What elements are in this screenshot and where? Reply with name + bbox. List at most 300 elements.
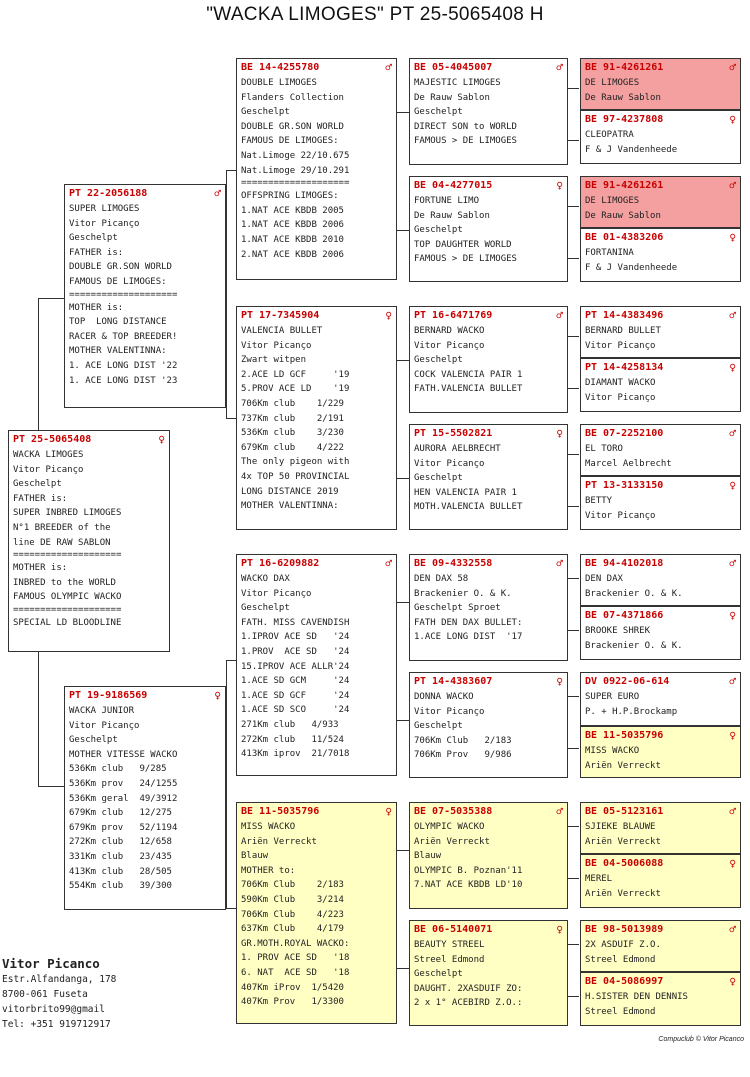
connector-line — [397, 478, 409, 479]
pigeon-card-sire-dam[interactable] — [236, 306, 397, 530]
female-symbol-icon: ♀ — [556, 179, 563, 192]
pigeon-header — [585, 805, 736, 819]
pigeon-info-line: Brackenier O. & K. — [585, 640, 683, 651]
owner-address: Estr.Alfandanga, 178 — [2, 974, 117, 985]
ring-number: BE 11-5035796 — [241, 806, 320, 817]
pigeon-info-line: MOTHER VITESSE WACKO — [69, 749, 178, 760]
separator-line: ==================== — [13, 604, 122, 615]
pigeon-info-line: WACKA LIMOGES — [13, 450, 84, 460]
male-symbol-icon: ♂ — [729, 805, 736, 818]
pigeon-info-line: BERNARD BULLET — [585, 326, 661, 336]
pigeon-info-line: FATHER is: — [13, 493, 68, 504]
connector-line — [568, 696, 579, 697]
connector-line — [568, 826, 579, 827]
ring-number: PT 22-2056188 — [69, 188, 148, 199]
pigeon-card-ggp-5[interactable] — [409, 554, 568, 661]
pigeon-info-line: DIRECT SON to WORLD — [414, 121, 517, 132]
pigeon-info-line: 1.NAT ACE KBDB 2006 — [241, 220, 344, 231]
ring-number: BE 07-2252100 — [585, 428, 664, 439]
pigeon-info-line: COCK VALENCIA PAIR 1 — [414, 369, 523, 380]
pigeon-info-line: H.SISTER DEN DENNIS — [585, 992, 688, 1002]
pigeon-info-line: 706Km Prov 9/986 — [414, 750, 512, 761]
connector-line — [397, 602, 409, 603]
pigeon-header — [585, 179, 736, 193]
pigeon-info-line: MOTH.VALENCIA BULLET — [414, 502, 523, 513]
pigeon-header — [585, 609, 736, 623]
connector-line — [397, 360, 409, 361]
connector-line — [568, 388, 579, 389]
owner-info — [2, 956, 116, 1032]
pigeon-info-line: MISS WACKO — [241, 822, 296, 832]
pigeon-info-line: Ariën Verreckt — [585, 888, 661, 899]
pigeon-info-line: 1.PROV ACE SD '24 — [241, 646, 350, 657]
pigeon-info-line: 331Km club 23/435 — [69, 851, 172, 862]
male-symbol-icon: ♂ — [556, 805, 563, 818]
connector-line — [568, 506, 579, 507]
pigeon-header — [241, 61, 392, 75]
pigeon-info-line: Vitor Picanço — [414, 458, 485, 469]
pigeon-info-line: 6. NAT ACE SD '18 — [241, 967, 350, 978]
ring-number: BE 97-4237808 — [585, 114, 664, 125]
male-symbol-icon: ♂ — [556, 61, 563, 74]
male-symbol-icon: ♂ — [729, 923, 736, 936]
pigeon-info-line: 706Km Club 2/183 — [414, 735, 512, 746]
pigeon-card-mother[interactable] — [64, 686, 226, 910]
pigeon-info-line: Vitor Picanço — [13, 464, 84, 475]
ring-number: PT 15-5502821 — [414, 428, 493, 439]
pigeon-info-line: P. + H.P.Brockamp — [585, 706, 678, 717]
pigeon-info-line: Nat.Limoge 29/10.291 — [241, 165, 350, 176]
pigeon-info-line: F & J Vandenheede — [585, 262, 678, 273]
ring-number: BE 06-5140071 — [414, 924, 493, 935]
pigeon-header — [585, 427, 736, 441]
pigeon-card-gggp-12[interactable] — [580, 726, 741, 778]
pigeon-info-line: SUPER LIMOGES — [69, 204, 140, 214]
female-symbol-icon: ♀ — [385, 805, 392, 818]
pigeon-info-line: 272Km club 11/524 — [241, 734, 344, 745]
ring-number: PT 14-4258134 — [585, 362, 664, 373]
connector-line — [397, 112, 409, 113]
pigeon-info-line: DEN DAX — [585, 574, 623, 584]
male-symbol-icon: ♂ — [729, 309, 736, 322]
female-symbol-icon: ♀ — [729, 609, 736, 622]
pigeon-info-line: MAJESTIC LIMOGES — [414, 78, 501, 88]
pigeon-card-gggp-8[interactable] — [580, 476, 741, 530]
ring-number: BE 94-4102018 — [585, 558, 664, 569]
pigeon-info-line: DIAMANT WACKO — [585, 378, 656, 388]
separator-line: ==================== — [241, 178, 350, 189]
pigeon-info-line: FATH.VALENCIA BULLET — [414, 384, 523, 395]
pigeon-info-line: BEAUTY STREEL — [414, 940, 485, 950]
pigeon-info-line: Geschelpt — [414, 107, 463, 118]
pigeon-info-line: FAMOUS > DE LIMOGES — [414, 254, 517, 265]
pigeon-header — [585, 479, 736, 493]
ring-number: BE 07-5035388 — [414, 806, 493, 817]
pigeon-info-line: 2 x 1° ACEBIRD Z.O.: — [414, 998, 523, 1009]
pigeon-card-gggp-9[interactable] — [580, 554, 741, 606]
pigeon-info-line: Vitor Picanço — [69, 218, 140, 229]
ring-number: PT 14-4383496 — [585, 310, 664, 321]
pigeon-info-line: 706Km club 1/229 — [241, 398, 344, 409]
pigeon-info-line: Zwart witpen — [241, 355, 307, 366]
pigeon-info-line: MOTHER is: — [69, 302, 124, 313]
pigeon-info-line: De Rauw Sablon — [585, 210, 661, 221]
connector-line — [568, 944, 579, 945]
pigeon-header — [585, 309, 736, 323]
connector-line — [568, 878, 579, 879]
pigeon-header — [585, 113, 736, 127]
ring-number: PT 19-9186569 — [69, 690, 148, 701]
pigeon-info-line: DE LIMOGES — [585, 196, 640, 206]
ring-number: BE 05-4045007 — [414, 62, 493, 73]
ring-number: BE 91-4261261 — [585, 62, 664, 73]
ring-number: PT 16-6209882 — [241, 558, 320, 569]
pigeon-info-line: GR.MOTH.ROYAL WACKO: — [241, 938, 350, 949]
male-symbol-icon: ♂ — [729, 179, 736, 192]
owner-name: Vitor Picanco — [2, 956, 100, 971]
pigeon-info-line: Streel Edmond — [585, 1006, 656, 1017]
pigeon-info-line: BETTY — [585, 496, 613, 506]
male-symbol-icon: ♂ — [556, 557, 563, 570]
pigeon-card-dam-dam[interactable] — [236, 802, 397, 1024]
pigeon-info-line: FAMOUS > DE LIMOGES — [414, 136, 517, 147]
pigeon-header — [585, 557, 736, 571]
pigeon-info-line: Ariën Verreckt — [585, 760, 661, 771]
pigeon-card-ggp-2[interactable] — [409, 176, 568, 282]
female-symbol-icon: ♀ — [729, 857, 736, 870]
pigeon-info-line: 1. ACE LONG DIST '23 — [69, 375, 178, 386]
pigeon-info-line: Ariën Verreckt — [585, 836, 661, 847]
ring-number: BE 04-5006088 — [585, 858, 664, 869]
pigeon-header — [414, 805, 563, 819]
pigeon-info-line: FATH. MISS CAVENDISH — [241, 617, 350, 628]
pigeon-header — [414, 923, 563, 937]
pigeon-info-line: DONNA WACKO — [414, 692, 474, 702]
connector-line — [568, 336, 579, 337]
pigeon-card-ggp-6[interactable] — [409, 672, 568, 778]
pigeon-card-gggp-4[interactable] — [580, 228, 741, 282]
female-symbol-icon: ♀ — [729, 479, 736, 492]
pigeon-info-line: HEN VALENCIA PAIR 1 — [414, 487, 517, 498]
pigeon-info-line: 1. ACE LONG DIST '22 — [69, 360, 178, 371]
ring-number: BE 04-5086997 — [585, 976, 664, 987]
ring-number: BE 04-4277015 — [414, 180, 493, 191]
connector-line — [568, 996, 579, 997]
ring-number: DV 0922-06-614 — [585, 676, 670, 687]
pigeon-info-line: FAMOUS OLYMPIC WACKO — [13, 592, 122, 603]
pigeon-header — [585, 975, 736, 989]
pigeon-card-gggp-14[interactable] — [580, 854, 741, 908]
connector-line — [397, 720, 409, 721]
connector-line — [226, 908, 236, 909]
pigeon-header — [69, 187, 221, 201]
pigeon-info-line: INBRED to the WORLD — [13, 577, 116, 588]
pigeon-header — [414, 309, 563, 323]
pigeon-info-line: Brackenier O. & K. — [414, 588, 512, 599]
connector-line — [568, 140, 579, 141]
pigeon-info-line: Streel Edmond — [585, 954, 656, 965]
pigeon-info-line: DOUBLE GR.SON WORLD — [69, 262, 172, 273]
pigeon-info-line: 706Km Club 4/223 — [241, 909, 344, 920]
pigeon-card-gggp-13[interactable] — [580, 802, 741, 854]
pigeon-info-line: BROOKE SHREK — [585, 626, 651, 636]
pigeon-info-line: MOTHER to: — [241, 865, 296, 876]
pigeon-card-gggp-16[interactable] — [580, 972, 741, 1026]
pigeon-info-line: Geschelpt — [13, 479, 62, 490]
pigeon-info-line: Ariën Verreckt — [241, 836, 317, 847]
pigeon-card-gggp-15[interactable] — [580, 920, 741, 972]
pedigree-title: "WACKA LIMOGES" PT 25-5065408 H — [206, 4, 544, 25]
pigeon-info-line: Ariën Verreckt — [414, 836, 490, 847]
pigeon-header — [69, 689, 221, 703]
connector-line — [226, 660, 236, 661]
female-symbol-icon: ♀ — [729, 113, 736, 126]
pigeon-info-line: 5.PROV ACE LD '19 — [241, 384, 350, 395]
separator-line: ==================== — [69, 289, 178, 300]
pigeon-info-line: SJIEKE BLAUWE — [585, 822, 656, 832]
pigeon-info-line: Geschelpt — [414, 473, 463, 484]
pigeon-info-line: DOUBLE GR.SON WORLD — [241, 121, 344, 132]
pigeon-info-line: Geschelpt — [241, 603, 290, 614]
pigeon-info-line: RACER & TOP BREEDER! — [69, 331, 178, 342]
pigeon-info-line: BERNARD WACKO — [414, 326, 485, 336]
pigeon-info-line: De Rauw Sablon — [414, 92, 490, 103]
pigeon-info-line: EL TORO — [585, 444, 623, 454]
male-symbol-icon: ♂ — [729, 61, 736, 74]
pigeon-card-father[interactable] — [64, 184, 226, 408]
pigeon-info-line: CLEOPATRA — [585, 130, 634, 140]
pigeon-info-line: line DE RAW SABLON — [13, 537, 111, 548]
pigeon-header — [241, 557, 392, 571]
connector-line — [38, 298, 39, 432]
connector-line — [568, 578, 579, 579]
pigeon-card-ggp-3[interactable] — [409, 306, 568, 413]
pigeon-info-line: 271Km club 4/933 — [241, 719, 339, 730]
pigeon-info-line: Geschelpt — [414, 225, 463, 236]
pigeon-header — [414, 179, 563, 193]
male-symbol-icon: ♂ — [214, 187, 221, 200]
pigeon-info-line: Vitor Picanço — [414, 706, 485, 717]
ring-number: PT 14-4383607 — [414, 676, 493, 687]
pigeon-info-line: AURORA AELBRECHT — [414, 444, 501, 454]
connector-line — [568, 748, 579, 749]
pigeon-info-line: 1.NAT ACE KBDB 2005 — [241, 205, 344, 216]
male-symbol-icon: ♂ — [385, 557, 392, 570]
pigeon-info-line: Blauw — [414, 851, 442, 862]
pigeon-card-gggp-5[interactable] — [580, 306, 741, 358]
pigeon-card-ggp-4[interactable] — [409, 424, 568, 530]
pigeon-info-line: 1.NAT ACE KBDB 2010 — [241, 234, 344, 245]
pigeon-info-line: 2X ASDUIF Z.O. — [585, 940, 661, 950]
connector-line — [397, 230, 409, 231]
pigeon-card-ggp-8[interactable] — [409, 920, 568, 1026]
pigeon-info-line: VALENCIA BULLET — [241, 326, 323, 336]
pigeon-header — [585, 675, 736, 689]
female-symbol-icon: ♀ — [214, 689, 221, 702]
pigeon-info-line: 706Km Club 2/183 — [241, 880, 344, 891]
male-symbol-icon: ♂ — [729, 427, 736, 440]
connector-line — [226, 170, 227, 418]
connector-line — [397, 968, 409, 969]
pigeon-info-line: SUPER EURO — [585, 692, 640, 702]
pigeon-info-line: Geschelpt — [414, 355, 463, 366]
pigeon-info-line: Geschelpt — [69, 735, 118, 746]
pigeon-info-line: 1. PROV ACE SD '18 — [241, 953, 350, 964]
pigeon-card-ggp-1[interactable] — [409, 58, 568, 165]
pigeon-card-subject[interactable] — [8, 430, 170, 652]
ring-number: BE 11-5035796 — [585, 730, 664, 741]
ring-number: BE 91-4261261 — [585, 180, 664, 191]
pigeon-info-line: 272Km club 12/658 — [69, 837, 172, 848]
pigeon-info-line: Vitor Picanço — [241, 588, 312, 599]
pigeon-info-line: OLYMPIC WACKO — [414, 822, 485, 832]
female-symbol-icon: ♀ — [729, 231, 736, 244]
pigeon-info-line: Geschelpt — [414, 969, 463, 980]
pigeon-info-line: Marcel Aelbrecht — [585, 458, 672, 469]
pigeon-info-line: DOUBLE LIMOGES — [241, 78, 317, 88]
pigeon-info-line: Vitor Picanço — [69, 720, 140, 731]
owner-email: vitorbrito99@gmail — [2, 1004, 105, 1015]
ring-number: BE 07-4371866 — [585, 610, 664, 621]
pigeon-info-line: 536Km club 9/285 — [69, 764, 167, 775]
separator-line: ==================== — [13, 550, 122, 561]
pigeon-info-line: Geschelpt — [69, 233, 118, 244]
pigeon-info-line: 536Km geral 49/3912 — [69, 793, 178, 804]
pigeon-info-line: 554Km club 39/300 — [69, 881, 172, 892]
pigeon-info-line: Vitor Picanço — [585, 510, 656, 521]
female-symbol-icon: ♀ — [729, 729, 736, 742]
pigeon-info-line: 536Km prov 24/1255 — [69, 778, 178, 789]
pigeon-info-line: 1.ACE LONG DIST '17 — [414, 632, 523, 643]
connector-line — [568, 206, 579, 207]
ring-number: BE 09-4332558 — [414, 558, 493, 569]
pigeon-info-line: Vitor Picanço — [241, 340, 312, 351]
pigeon-info-line: 679Km club 4/222 — [241, 442, 344, 453]
connector-line — [38, 786, 64, 787]
female-symbol-icon: ♀ — [556, 923, 563, 936]
connector-line — [226, 170, 236, 171]
pigeon-header — [414, 557, 563, 571]
pigeon-header — [241, 309, 392, 323]
ring-number: PT 25-5065408 — [13, 434, 92, 445]
pigeon-info-line: 679Km club 12/275 — [69, 808, 172, 819]
pigeon-info-line: 4x TOP 50 PROVINCIAL — [241, 471, 350, 482]
pigeon-info-line: LONG DISTANCE 2019 — [241, 486, 339, 497]
pigeon-info-line: SUPER INBRED LIMOGES — [13, 508, 122, 519]
pigeon-info-line: 1.IPROV ACE SD '24 — [241, 632, 350, 643]
pigeon-info-line: 413Km club 28/505 — [69, 866, 172, 877]
pigeon-info-line: Geschelpt — [241, 107, 290, 118]
ring-number: BE 98-5013989 — [585, 924, 664, 935]
pigeon-info-line: WACKA JUNIOR — [69, 706, 135, 716]
pigeon-header — [13, 433, 165, 447]
pigeon-info-line: FATHER is: — [69, 247, 124, 258]
ring-number: BE 14-4255780 — [241, 62, 320, 73]
pigeon-info-line: Nat.Limoge 22/10.675 — [241, 150, 350, 161]
connector-line — [397, 850, 409, 851]
pigeon-card-gggp-3[interactable] — [580, 176, 741, 228]
pigeon-info-line: OLYMPIC B. Poznan'11 — [414, 865, 523, 876]
pigeon-info-line: FAMOUS DE LIMOGES: — [241, 136, 339, 147]
pigeon-info-line: FAMOUS DE LIMOGES: — [69, 276, 167, 287]
female-symbol-icon: ♀ — [158, 433, 165, 446]
pigeon-info-line: 1.ACE SD SCO '24 — [241, 705, 350, 716]
pigeon-card-gggp-2[interactable] — [580, 110, 741, 164]
connector-line — [226, 660, 227, 908]
pigeon-card-gggp-7[interactable] — [580, 424, 741, 476]
pigeon-header — [414, 427, 563, 441]
pigeon-info-line: DEN DAX 58 — [414, 574, 469, 584]
pigeon-info-line: The only pigeon with — [241, 457, 350, 468]
connector-line — [38, 298, 64, 299]
female-symbol-icon: ♀ — [556, 675, 563, 688]
pigeon-info-line: Geschelpt Sproet — [414, 603, 501, 614]
pigeon-info-line: FATH DEN DAX BULLET: — [414, 617, 523, 628]
pigeon-header — [414, 675, 563, 689]
pigeon-info-line: MOTHER VALENTINNA: — [241, 501, 339, 512]
pigeon-info-line: 590Km Club 3/214 — [241, 894, 344, 905]
pigeon-info-line: Flanders Collection — [241, 92, 344, 103]
pigeon-header — [585, 61, 736, 75]
pigeon-header — [585, 857, 736, 871]
ring-number: BE 05-5123161 — [585, 806, 664, 817]
pigeon-card-gggp-10[interactable] — [580, 606, 741, 660]
female-symbol-icon: ♀ — [729, 975, 736, 988]
pigeon-info-line: TOP DAUGHTER WORLD — [414, 239, 512, 250]
pigeon-info-line: FORTUNE LIMO — [414, 196, 480, 206]
pigeon-info-line: De Rauw Sablon — [585, 92, 661, 103]
pigeon-info-line: 1.ACE SD GCM '24 — [241, 676, 350, 687]
pigeon-info-line: 15.IPROV ACE ALLR'24 — [241, 661, 350, 672]
pigeon-header — [585, 231, 736, 245]
pigeon-info-line: 2.NAT ACE KBDB 2006 — [241, 249, 344, 260]
pigeon-info-line: 413Km iprov 21/7018 — [241, 749, 350, 760]
connector-line — [568, 630, 579, 631]
ring-number: PT 16-6471769 — [414, 310, 493, 321]
pigeon-info-line: Streel Edmond — [414, 954, 485, 965]
female-symbol-icon: ♀ — [556, 427, 563, 440]
pigeon-info-line: 737Km club 2/191 — [241, 413, 344, 424]
pigeon-card-dam-sire[interactable] — [236, 554, 397, 776]
pigeon-card-ggp-7[interactable] — [409, 802, 568, 909]
pigeon-info-line: 407Km Prov 1/3300 — [241, 997, 344, 1008]
pigeon-card-gggp-6[interactable] — [580, 358, 741, 412]
male-symbol-icon: ♂ — [556, 309, 563, 322]
pigeon-header — [585, 361, 736, 375]
pigeon-info-line: MOTHER VALENTINNA: — [69, 346, 167, 357]
pigeon-info-line: 7.NAT ACE KBDB LD'10 — [414, 880, 523, 891]
pigeon-header — [585, 923, 736, 937]
male-symbol-icon: ♂ — [729, 557, 736, 570]
owner-city: 8700-061 Fuseta — [2, 989, 88, 1000]
pigeon-card-gggp-1[interactable] — [580, 58, 741, 110]
pigeon-card-sire-sire[interactable] — [236, 58, 397, 280]
pigeon-info-line: TOP LONG DISTANCE — [69, 317, 167, 328]
connector-line — [38, 652, 39, 786]
pigeon-info-line: WACKO DAX — [241, 574, 290, 584]
pigeon-info-line: 637Km Club 4/179 — [241, 924, 344, 935]
ring-number: PT 17-7345904 — [241, 310, 320, 321]
pigeon-info-line: Vitor Picanço — [585, 392, 656, 403]
pigeon-info-line: 679Km prov 52/1194 — [69, 822, 178, 833]
pigeon-header — [414, 61, 563, 75]
pigeon-info-line: 536Km club 3/230 — [241, 428, 344, 439]
pigeon-info-line: DAUGHT. 2XASDUIF ZO: — [414, 983, 523, 994]
pigeon-info-line: MISS WACKO — [585, 746, 640, 756]
pigeon-info-line: DE LIMOGES — [585, 78, 640, 88]
pigeon-info-line: MOTHER is: — [13, 563, 68, 574]
pigeon-card-gggp-11[interactable] — [580, 672, 741, 726]
